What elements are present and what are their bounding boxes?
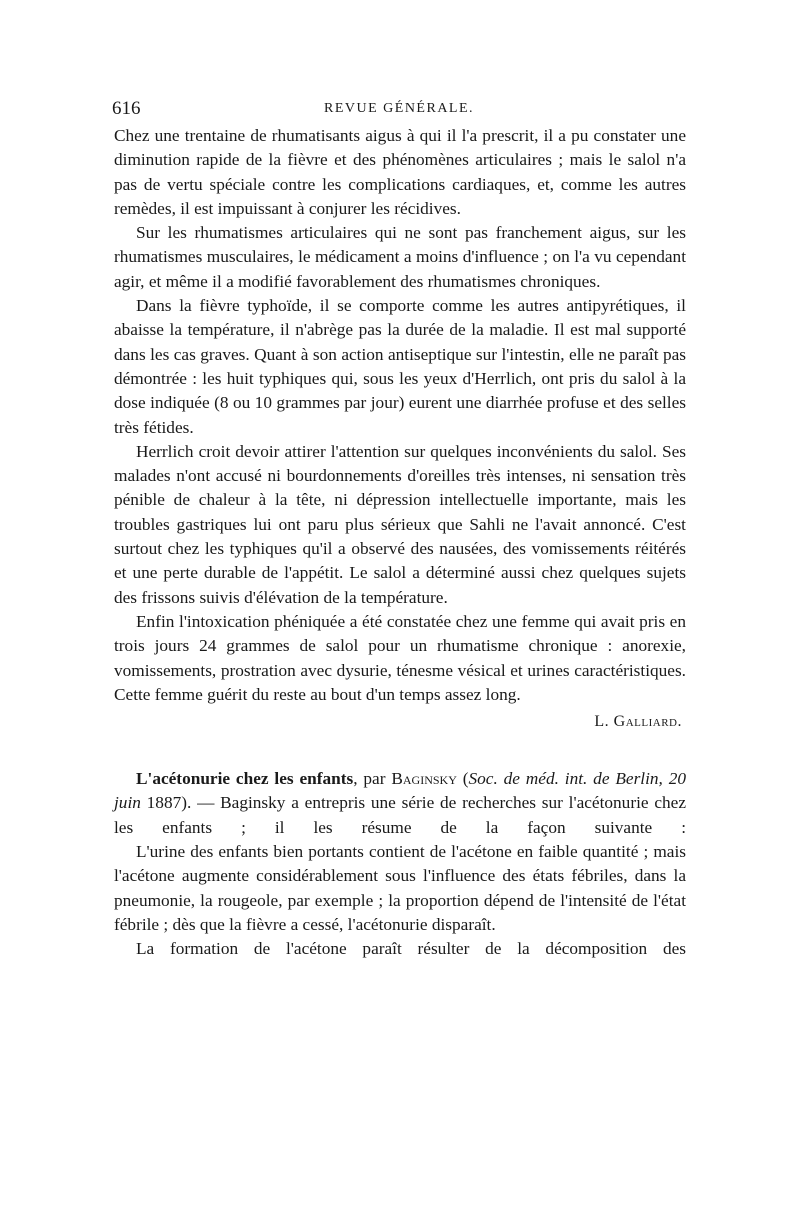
article-author: Baginsky bbox=[391, 769, 457, 789]
running-title: REVUE GÉNÉRALE. bbox=[324, 101, 475, 116]
paragraph: Herrlich croit devoir attirer l'attention sur quelques inconvénients du salol. Ses malades n'ont accusé ni bourdonnements d'oreilles très intenses, ni sensation très pénible de chaleur à la tête, ni dépression intellectuelle importante, mais les troubles gastriques lui ont paru plus sérieux que Sahli ne l'avait annoncé. C'est surtout chez les typhiques qu'il a observé des nausées, des vomissements réitérés et une perte durable de l'appétit. Le salol a déterminé aussi chez quelques sujets des frissons suivis d'élévation de la température. bbox=[114, 441, 686, 607]
article-herrlich-salol bbox=[114, 124, 686, 731]
article-intro: ). — Baginsky a entrepris une série de recherches sur l'acétonurie chez les enfants ; il les résume de la façon suivante : bbox=[114, 793, 686, 837]
paragraph: Sur les rhumatismes articulaires qui ne sont pas franchement aigus, sur les rhumatismes musculaires, le médicament a moins d'influence ; on l'a vu cependant agir, et même il a modifié favorablement des rhumatismes chroniques. bbox=[114, 223, 686, 291]
paragraph: L'urine des enfants bien portants contient de l'acétone en faible quantité ; mais l'acétone augmente considérablement sous l'influence des états fébriles, dans la pneumonie, la rougeole, par exemple ; la proportion dépend de l'intensité de l'état fébrile ; dès que la fièvre a cessé, l'acétonurie disparaît. bbox=[114, 842, 686, 934]
paragraph: Dans la fièvre typhoïde, il se comporte comme les autres antipyrétiques, il abaisse la température, il n'abrège pas la durée de la maladie. Il est mal supporté dans les cas graves. Quant à son action antiseptique sur l'intestin, elle ne paraît pas démontrée : les huit typhiques qui, sous les yeux d'Herrlich, ont pris du salol à la dose indiquée (8 ou 10 grammes par jour) eurent une diarrhée profuse et des selles très fétides. bbox=[114, 296, 686, 437]
citation-year: 1887 bbox=[140, 793, 182, 813]
article-heading-paragraph bbox=[114, 767, 686, 840]
author-signature: L. Galliard. bbox=[594, 713, 682, 731]
citation-journal: Soc. de méd. int. de Berlin, 20 juin bbox=[114, 769, 687, 813]
section-spacer bbox=[114, 731, 686, 767]
article-title: L'acétonurie chez les enfants bbox=[136, 769, 354, 789]
page-header bbox=[114, 98, 686, 124]
paragraph: La formation de l'acétone paraît résulter de la décomposition des bbox=[136, 939, 686, 959]
paragraph: Enfin l'intoxication phéniquée a été constatée chez une femme qui avait pris en trois jours 24 grammes de salol pour un rhumatisme chronique : anorexie, vomissements, prostration avec dysurie, ténesme vésical et urines caractéristiques. Cette femme guérit du reste au bout d'un temps assez long. bbox=[114, 611, 686, 704]
page-number: 616 bbox=[112, 98, 141, 119]
paragraph: Chez une trentaine de rhumatisants aigus à qui il l'a prescrit, il a pu constater une diminution rapide de la fièvre et des phénomènes articulaires ; mais le salol n'a pas de vertu spéciale contre les complications cardiaques, et, comme les autres remèdes, il est impuissant à conjurer les récidives. bbox=[114, 126, 686, 218]
citation-open: ( bbox=[456, 769, 469, 789]
page bbox=[114, 98, 686, 962]
article-acetonurie bbox=[114, 767, 686, 961]
byline-connector: , par bbox=[353, 769, 392, 789]
